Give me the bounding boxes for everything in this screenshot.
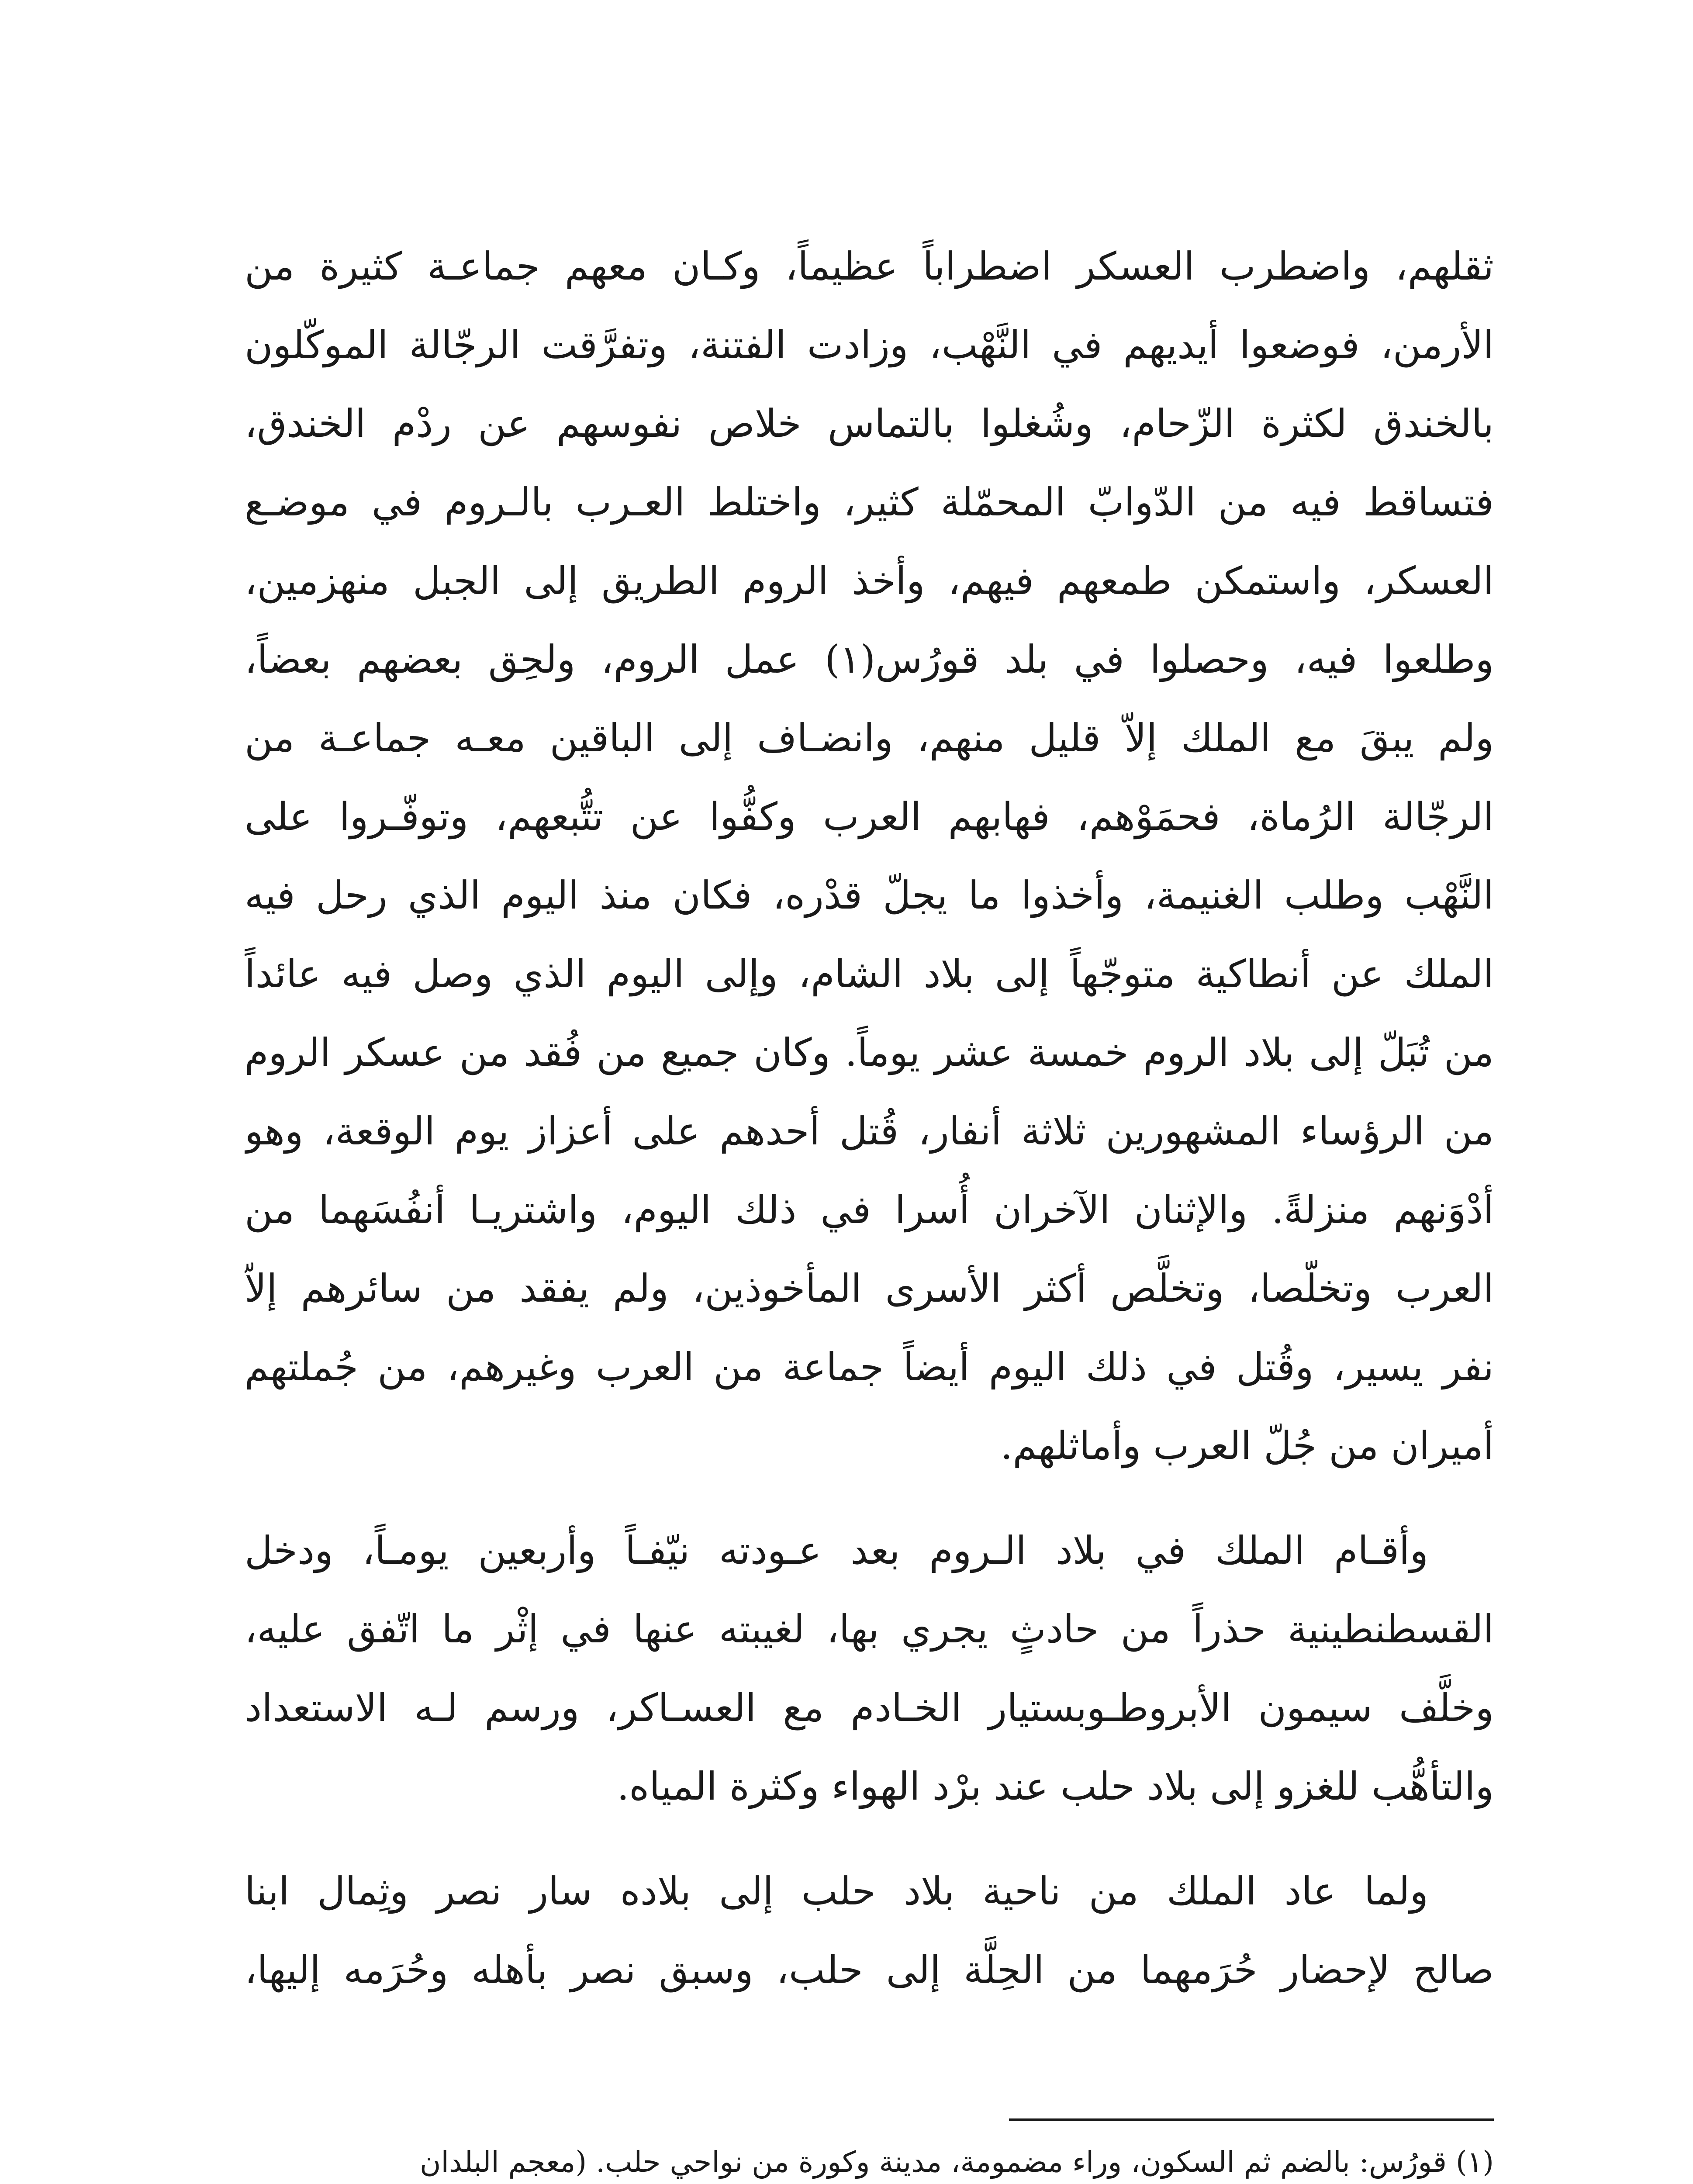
paragraph-3 <box>245 1852 1494 2009</box>
paragraph-spacer <box>245 1485 1494 1511</box>
text-line: نفر يسير، وقُتل في ذلك اليوم أيضاً جماعة من العرب وغيرهم، من جُملتهم <box>245 1344 1494 1389</box>
text-line: من تُبَلّ إلى بلاد الروم خمسة عشر يوماً. وكان جميع من فُقد من عسكر الروم <box>245 1030 1494 1075</box>
text-line: الملك عن أنطاكية متوجّهاً إلى بلاد الشام، وإلى اليوم الذي وصل فيه عائداً <box>245 951 1494 996</box>
footnote <box>236 2136 1494 2184</box>
text-line: والتأهُّب للغزو إلى بلاد حلب عند برْد الهواء وكثرة المياه. <box>617 1764 1494 1809</box>
paragraph-1 <box>245 227 1494 1485</box>
paragraph-spacer <box>245 1826 1494 1852</box>
text-line: الرجّالة الرُماة، فحمَوْهم، فهابهم العرب وكفُّوا عن تتُّبعهم، وتوفّـروا على <box>245 794 1494 839</box>
footnote-separator <box>1009 2118 1494 2121</box>
text-line: صالح لإحضار حُرَمهما من الحِلَّة إلى حلب، وسبق نصر بأهله وحُرَمه إليها، <box>245 1947 1494 1992</box>
paragraph-2 <box>245 1511 1494 1826</box>
text-line: فتساقط فيه من الدّوابّ المحمّلة كثير، واختلط العـرب بالـروم في موضـع <box>245 480 1494 525</box>
text-line: من الرؤساء المشهورين ثلاثة أنفار، قُتل أحدهم على أعزاز يوم الوقعة، وهو <box>245 1109 1494 1154</box>
text-line: وطلعوا فيه، وحصلوا في بلد قورُس(١) عمل الروم، ولحِق بعضهم بعضاً، <box>245 637 1494 682</box>
text-line: العسكر، واستمكن طمعهم فيهم، وأخذ الروم الطريق إلى الجبل منهزمين، <box>245 558 1494 603</box>
main-text <box>245 227 1494 2009</box>
footnote-line: (١) قورُس: بالضم ثم السكون، وراء مضمومة، مدينة وكورة من نواحي حلب. (معجم البلدان <box>420 2145 1494 2179</box>
text-line: القسطنطينية حذراً من حادثٍ يجري بها، لغيبته عنها في إثْر ما اتّفق عليه، <box>245 1607 1494 1652</box>
text-line: ولما عاد الملك من ناحية بلاد حلب إلى بلاده سار نصر وثِمال ابنا <box>245 1869 1428 1914</box>
text-line: وخلَّف سيمون الأبروطـوبستيار الخـادم مع العسـاكر، ورسم لـه الاستعداد <box>245 1685 1494 1730</box>
text-line: وأقـام الملك في بلاد الـروم بعد عـودته نيّفـاً وأربعين يومـاً، ودخل <box>245 1528 1428 1573</box>
text-line: الأرمن، فوضعوا أيديهم في النَّهْب، وزادت الفتنة، وتفرَّقت الرجّالة الموكّلون <box>245 322 1494 367</box>
text-line: العرب وتخلّصا، وتخلَّص أكثر الأسرى المأخوذين، ولم يفقد من سائرهم إلاّ <box>245 1266 1494 1311</box>
text-line: بالخندق لكثرة الزّحام، وشُغلوا بالتماس خلاص نفوسهم عن ردْم الخندق، <box>245 401 1494 446</box>
text-line: ولم يبقَ مع الملك إلاّ قليل منهم، وانضـاف إلى الباقين معـه جماعـة من <box>245 715 1494 760</box>
text-line: النَّهْب وطلب الغنيمة، وأخذوا ما يجلّ قدْره، فكان منذ اليوم الذي رحل فيه <box>245 873 1494 918</box>
text-line: ثقلهم، واضطرب العسكر اضطراباً عظيماً، وكـان معهم جماعـة كثيرة من <box>245 244 1494 289</box>
text-line: أميران من جُلّ العرب وأماثلهم. <box>1000 1423 1494 1468</box>
text-line: أدْوَنهم منزلةً. والإثنان الآخران أُسرا في ذلك اليوم، واشتريـا أنفُسَهما من <box>245 1187 1494 1232</box>
